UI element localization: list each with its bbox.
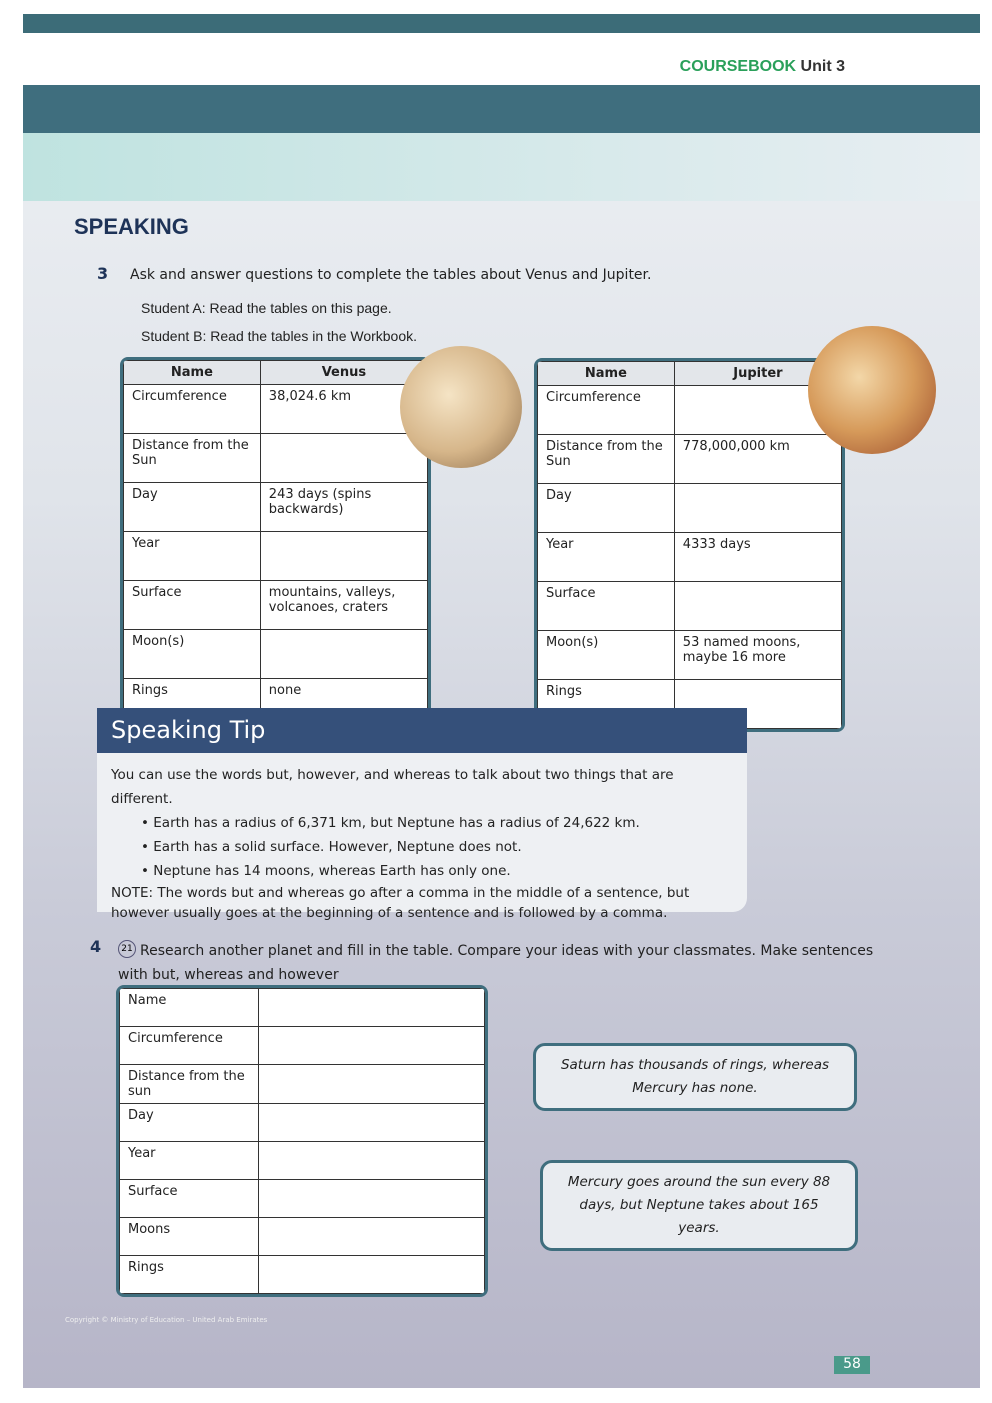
speech-bubble: Mercury goes around the sun every 88 days, but Neptune takes about 165 years.: [540, 1160, 858, 1251]
table-row: [538, 533, 842, 582]
table-row: [120, 1142, 485, 1180]
label-cell: Moons: [120, 1218, 259, 1256]
table-row: [120, 1065, 485, 1104]
label-cell: Circumference: [124, 385, 261, 434]
label-cell: Rings: [124, 679, 261, 728]
label-cell: Distance from the Sun: [538, 435, 675, 484]
answer-cell[interactable]: [258, 989, 484, 1027]
table-row: [538, 484, 842, 533]
tip-bullet: • Earth has a radius of 6,371 km, but Neptune has a radius of 24,622 km.: [141, 815, 640, 831]
label-cell: Name: [120, 989, 259, 1027]
label-cell: Distance from the Sun: [124, 434, 261, 483]
jupiter-image: [808, 326, 936, 454]
label-cell: Moon(s): [538, 631, 675, 680]
label-cell: Surface: [124, 581, 261, 630]
student-a: Student A: Read the tables on this page.: [141, 300, 392, 316]
label-cell: Day: [124, 483, 261, 532]
answer-cell[interactable]: [258, 1142, 484, 1180]
table-row: [120, 1256, 485, 1294]
badge-icon: 21: [118, 940, 136, 958]
header-fade: [23, 133, 980, 201]
label-cell: Moon(s): [124, 630, 261, 679]
table-row: [124, 385, 428, 434]
label-cell: Surface: [120, 1180, 259, 1218]
label-cell: Surface: [538, 582, 675, 631]
copyright: Copyright © Ministry of Education – United Arab Emirates: [65, 1316, 268, 1324]
table-row: [120, 1218, 485, 1256]
unit: Unit 3: [800, 58, 845, 75]
table-row: [538, 631, 842, 680]
ex3-number: 3: [97, 264, 109, 283]
col-header: Venus: [260, 361, 427, 385]
col-header: Jupiter: [674, 362, 841, 386]
table-row: [124, 532, 428, 581]
label-cell: Year: [120, 1142, 259, 1180]
label-cell: Year: [124, 532, 261, 581]
ex3-instruction: Ask and answer questions to complete the tables about Venus and Jupiter.: [130, 267, 652, 283]
venus-image: [400, 346, 522, 468]
tip-intro: You can use the words but, however, and whereas to talk about two things that are different.: [111, 767, 674, 807]
table-row: [124, 630, 428, 679]
table-row: [120, 1027, 485, 1065]
table-row: [120, 989, 485, 1027]
student-b: Student B: Read the tables in the Workbook.: [141, 328, 418, 344]
tip-bullet: • Earth has a solid surface. However, Neptune does not.: [141, 839, 522, 855]
header: [23, 33, 980, 85]
value-cell: [260, 630, 427, 679]
value-cell: mountains, valleys, volcanoes, craters: [260, 581, 427, 630]
label-cell: Day: [120, 1104, 259, 1142]
table-row: [120, 1104, 485, 1142]
value-cell: [260, 532, 427, 581]
col-header: Name: [124, 361, 261, 385]
venus-table: [120, 357, 431, 731]
value-cell: [674, 484, 841, 533]
label-cell: Rings: [120, 1256, 259, 1294]
label-cell: Distance from the sun: [120, 1065, 259, 1104]
header-band: [23, 85, 980, 133]
answer-cell[interactable]: [258, 1256, 484, 1294]
label-cell: Circumference: [120, 1027, 259, 1065]
answer-cell[interactable]: [258, 1218, 484, 1256]
ex4-instruction: Research another planet and fill in the table. Compare your ideas with your classmates. Make sentences with but, whereas and however: [118, 943, 874, 983]
answer-cell[interactable]: [258, 1180, 484, 1218]
table-row: [538, 386, 842, 435]
col-header: Name: [538, 362, 675, 386]
value-cell: none: [260, 679, 427, 728]
value-cell: 243 days (spins backwards): [260, 483, 427, 532]
value-cell: [260, 434, 427, 483]
value-cell: [674, 582, 841, 631]
tip-title: Speaking Tip: [97, 708, 747, 753]
label-cell: Day: [538, 484, 675, 533]
table-row: [120, 1180, 485, 1218]
speaking-tip: [97, 708, 747, 921]
table-row: [124, 483, 428, 532]
answer-cell[interactable]: [258, 1104, 484, 1142]
jupiter-table: [534, 358, 845, 732]
brand: COURSEBOOK: [679, 58, 797, 75]
label-cell: Rings: [538, 680, 675, 729]
table-row: [538, 435, 842, 484]
value-cell: 53 named moons, maybe 16 more: [674, 631, 841, 680]
ex4-number: 4: [90, 937, 102, 956]
page-number: 58: [834, 1356, 870, 1374]
value-cell: 778,000,000 km: [674, 435, 841, 484]
tip-note: NOTE: The words but and whereas go after a comma in the middle of a sentence, but however usually goes at the beginning of a sentence and is followed by a comma.: [111, 885, 690, 921]
speech-bubble: Saturn has thousands of rings, whereas Mercury has none.: [533, 1043, 857, 1111]
label-cell: Year: [538, 533, 675, 582]
top-bar: [23, 14, 980, 33]
table-row: [124, 581, 428, 630]
section-title: SPEAKING: [74, 214, 189, 239]
table-row: [124, 434, 428, 483]
research-table: [116, 985, 488, 1297]
label-cell: Circumference: [538, 386, 675, 435]
table-row: [538, 582, 842, 631]
value-cell: 4333 days: [674, 533, 841, 582]
tip-bullet: • Neptune has 14 moons, whereas Earth has only one.: [141, 863, 511, 879]
answer-cell[interactable]: [258, 1027, 484, 1065]
value-cell: 38,024.6 km: [260, 385, 427, 434]
answer-cell[interactable]: [258, 1065, 484, 1104]
